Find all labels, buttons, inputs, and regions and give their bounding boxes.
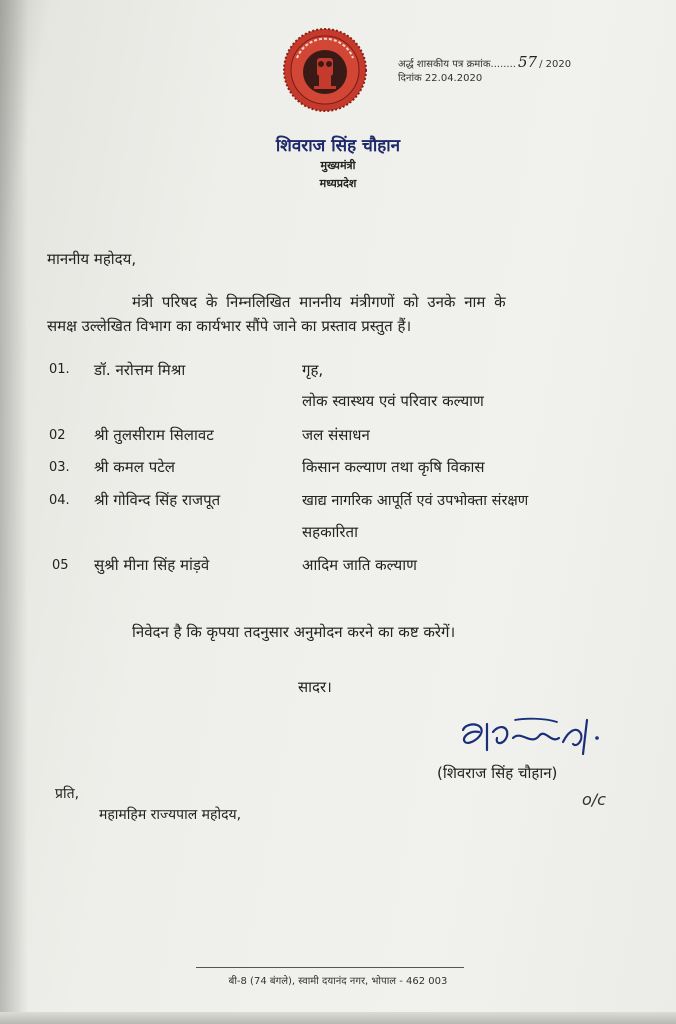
salutation: माननीय महोदय, — [47, 250, 137, 268]
to-label: प्रति, — [55, 786, 80, 802]
entry-department: सहकारिता — [302, 523, 358, 541]
ref-label: अर्द्ध शासकीय पत्र क्रमांक — [398, 59, 491, 70]
page-bottom-edge — [0, 1012, 676, 1024]
entry-name: श्री तुलसीराम सिलावट — [94, 426, 214, 444]
entry-name: श्री कमल पटेल — [94, 458, 175, 476]
ref-dots: ........ — [490, 59, 516, 70]
ref-number: 57 — [517, 53, 538, 71]
footer-divider — [196, 967, 464, 968]
entry-department: किसान कल्याण तथा कृषि विकास — [302, 458, 485, 476]
date-value: 22.04.2020 — [424, 73, 483, 84]
signatory-name: (शिवराज सिंह चौहान) — [437, 764, 558, 782]
entry-name: श्री गोविन्द सिंह राजपूत — [94, 491, 221, 509]
date-label: दिनांक — [398, 73, 422, 84]
entry-number: 01. — [49, 362, 70, 377]
handwritten-signature-icon — [455, 716, 605, 762]
entry-number: 03. — [49, 460, 70, 475]
entry-department: आदिम जाति कल्याण — [302, 556, 417, 574]
paragraph-line-1: मंत्री परिषद के निम्नलिखित माननीय मंत्रीगणों को उनके नाम के — [132, 293, 506, 311]
letterhead-name: शिवराज सिंह चौहान — [275, 136, 401, 156]
entry-name: सुश्री मीना सिंह मांड़वे — [94, 556, 210, 574]
oc-mark: o/c — [582, 790, 606, 809]
entry-department: जल संसाधन — [302, 426, 370, 444]
paragraph-line-2: समक्ष उल्लेखित विभाग का कार्यभार सौंपे जाने का प्रस्ताव प्रस्तुत हैं। — [47, 317, 412, 335]
entry-department: लोक स्वास्थय एवं परिवार कल्याण — [302, 392, 484, 410]
footer-address: बी-8 (74 बंगले), स्वामी दयानंद नगर, भोपाल - 462 003 — [228, 976, 448, 987]
reference-line — [398, 53, 571, 71]
entry-number: 04. — [49, 493, 70, 508]
respect-line: सादर। — [298, 678, 332, 696]
closing-request: निवेदन है कि कृपया तदनुसार अनुमोदन करने का कष्ट करेगें। — [132, 623, 456, 641]
entry-number: 02 — [49, 428, 66, 443]
addressee: महामहिम राज्यपाल महोदय, — [99, 807, 242, 823]
letterhead-designation: मुख्यमंत्री — [320, 159, 356, 172]
emblem-seal-icon — [283, 28, 367, 112]
entry-number: 05 — [52, 558, 69, 573]
ref-year: / 2020 — [539, 59, 572, 70]
letterhead-state: मध्यप्रदेश — [319, 177, 357, 190]
entry-department: खाद्य नागरिक आपूर्ति एवं उपभोक्ता संरक्षण — [302, 493, 529, 509]
entry-department: गृह, — [302, 361, 324, 379]
reference-date — [398, 70, 482, 84]
entry-name: डॉ. नरोत्तम मिश्रा — [94, 361, 186, 379]
